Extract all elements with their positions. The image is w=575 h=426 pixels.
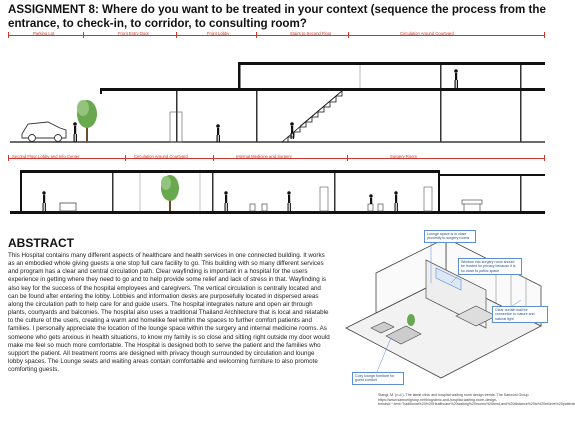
section1-label-parking: Parking Lot (33, 31, 55, 36)
section2-tick (544, 155, 545, 161)
section2-drawing (0, 162, 552, 224)
car-icon (22, 122, 66, 142)
tree-icon (161, 175, 179, 211)
section2-tick (125, 155, 126, 161)
page-title: ASSIGNMENT 8: Where do you want to be treated in your context (sequence the process from the entrance, to check-in, to corridor, to consulting room? (8, 3, 546, 30)
section1-label-lobby: Front Lobby (207, 31, 230, 36)
tree-icon (77, 100, 97, 142)
abstract-heading: ABSTRACT (8, 236, 74, 250)
section1-label-stairs: Stairs to Second Floor (290, 31, 332, 36)
abstract-body: This Hospital contains many different aspects of healthcare and health services in one connected building. It works as an embodied whole giving guests a one stop full care facility to go. This building with so many different services and program has a clear and central circulation path. Clear wayfinding is important in a hospital for the users experience in getting where they need to go and to help provide some relief and lack of stress in that. Wayfinding is also key for the success of the hospital employees and caregivers. The vertical circulation is centrally located and can be found after entering the lobby. Lobbies and information desks are purposefully located in dispersed areas along the circulation path to help care for and guide users. The hospital integrates nature and open air through plants, courtyards and balconies. The hospital also uses a traditional Thailand Architecture that is local and relatable to the culture of the users, creating a warm and homelike feel within the spaces to further comfort patients and families. I personally appreciate the location of the lounge space within the surgery and internal medicine rooms. As someone who gets anxious in health situations, to know my family is so close and sitting right outside my door would make me feel so much more comfortable. The Hospital is designed both to serve the patient and the families who support the patient. All treatment rooms are designed with privacy though surrounded by circulation and lounge lobby spaces. The Lounge seats and waiting areas contain comfortable and welcoming furniture to also promote comforting guests. (8, 252, 330, 374)
note-window: Window into surgery room should be frosted for privacy because it is so close to public space (458, 258, 522, 275)
person-icon (42, 191, 398, 211)
section2-tick (8, 155, 9, 161)
section1-bar (8, 35, 544, 36)
note-furniture: Cozy lounge furniture for guest comfort (352, 372, 404, 385)
source-caption: Stangl, M. (n.d.). The latest clinic and hospital waiting room design trends. The Sanwuni Group. https://www.samueligroup.net/blog/clinic-and-hospital-waiting-room-design-trends#:~:text=Traditional%20%20Healthcare%20waiting%20rooms%20tend,and%20distance%20to%20relieve%20patients (378, 393, 575, 406)
section2-tick (213, 155, 214, 161)
section2-label-surgery: Surgery Room (390, 154, 417, 159)
section1-label-circulation: Circulation Around Courtyard (400, 31, 454, 36)
note-curtain: Clear curtain wall for connection to nature and natural light (492, 306, 548, 323)
section2-tick (347, 155, 348, 161)
note-lounge: Lounge space is in close proximity to surgery rooms (424, 230, 476, 243)
section2-label-medicine: Internal Medicine and Surgery (236, 154, 292, 159)
person-icon (73, 69, 458, 142)
section2-label-lobby: Second Floor Lobby and Info Center (12, 154, 80, 159)
section1-drawing (0, 38, 552, 146)
section2-label-courtyard: Circulation Around Courtyard (134, 154, 188, 159)
section1-label-entry: Front Entry Door (118, 31, 149, 36)
